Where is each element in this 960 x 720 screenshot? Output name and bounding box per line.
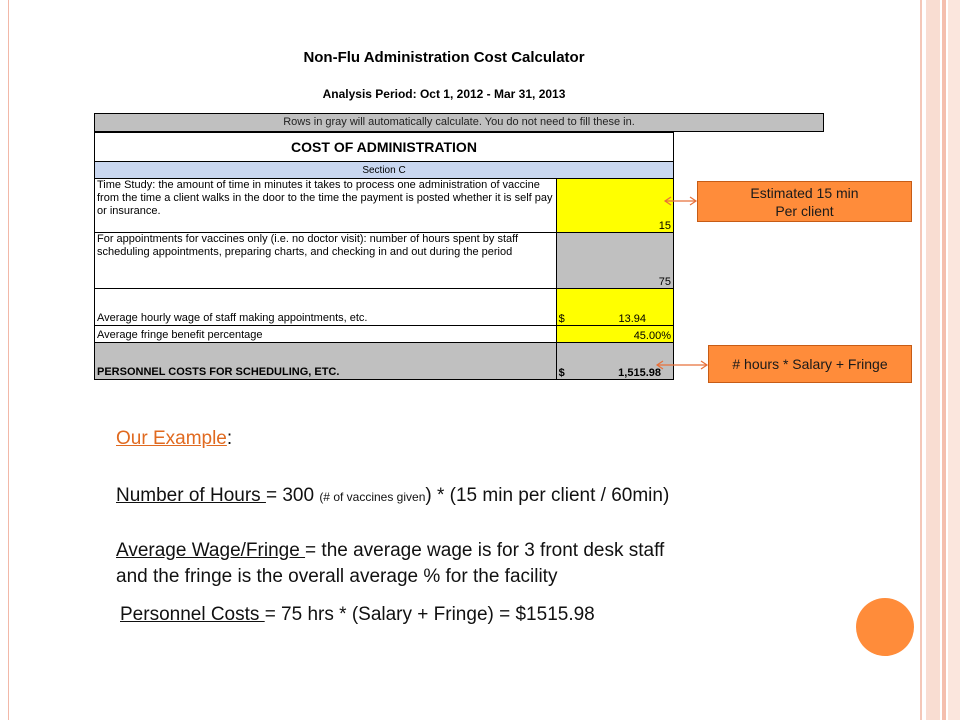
formula-callout: # hours * Salary + Fringe xyxy=(708,345,912,383)
calculator-title: Non-Flu Administration Cost Calculator xyxy=(303,49,585,66)
table-row-time-study xyxy=(95,179,674,233)
hourly-wage-label: Average hourly wage of staff making appointments, etc. xyxy=(95,289,557,326)
personnel-costs-amount: 1,515.98 xyxy=(618,367,661,379)
wage-line xyxy=(116,538,664,590)
hourly-wage-value[interactable] xyxy=(556,289,673,326)
gray-rows-note: Rows in gray will automatically calculate. You do not need to fill these in. xyxy=(94,113,824,132)
example-heading-text: Our Example xyxy=(116,428,227,449)
fringe-value[interactable]: 45.00% xyxy=(556,326,673,343)
example-heading-colon: : xyxy=(226,428,233,449)
personnel-label: Personnel Costs xyxy=(120,604,265,625)
time-study-value[interactable]: 15 xyxy=(556,179,673,233)
table-heading: COST OF ADMINISTRATION xyxy=(95,133,674,162)
personnel-costs-currency: $ xyxy=(558,367,565,379)
table-row-fringe xyxy=(95,326,674,343)
hours-label: Number of Hours xyxy=(116,485,266,506)
table-row-scheduling-hours xyxy=(95,233,674,289)
hourly-wage-currency: $ xyxy=(558,313,565,325)
personnel-line xyxy=(120,604,595,626)
hours-line xyxy=(116,485,669,507)
hours-eq: = 300 xyxy=(265,485,320,506)
cost-of-administration-table xyxy=(94,132,674,380)
hourly-wage-amount: 13.94 xyxy=(618,313,646,325)
example-heading xyxy=(116,428,232,450)
hours-note: (# of vaccines given xyxy=(319,490,426,504)
estimate-callout-line1: Estimated 15 min xyxy=(750,185,859,201)
personnel-costs-value xyxy=(556,343,673,380)
estimate-callout xyxy=(697,181,912,222)
scheduling-hours-value: 75 xyxy=(556,233,673,289)
analysis-period: Analysis Period: Oct 1, 2012 - Mar 31, 2013 xyxy=(322,87,566,101)
left-accent-rule xyxy=(8,0,9,720)
personnel-rest: = 75 hrs * (Salary + Fringe) = $1515.98 xyxy=(264,604,595,625)
table-row-hourly-wage xyxy=(95,289,674,326)
time-study-label: Time Study: the amount of time in minutes it takes to process one administration of vaccine from the time a client walks in the door to the time the payment is posted whether it is self pay or insurance. xyxy=(95,179,557,233)
wage-rest-2: and the fringe is the overall average % for the facility xyxy=(116,566,558,587)
scheduling-hours-label: For appointments for vaccines only (i.e. no doctor visit): number of hours spent by staff scheduling appointments, preparing charts, and checking in and out during the period xyxy=(95,233,557,289)
fringe-label: Average fringe benefit percentage xyxy=(95,326,557,343)
wage-rest-1: = the average wage is for 3 front desk staff xyxy=(305,540,665,561)
decorative-stripes xyxy=(912,0,960,720)
decorative-circle-icon xyxy=(856,598,914,656)
personnel-costs-label: PERSONNEL COSTS FOR SCHEDULING, ETC. xyxy=(95,343,557,380)
section-label: Section C xyxy=(95,162,674,179)
estimate-callout-line2: Per client xyxy=(775,203,834,219)
table-row-personnel-costs xyxy=(95,343,674,380)
hours-rest: ) * (15 min per client / 60min) xyxy=(425,485,670,506)
wage-label: Average Wage/Fringe xyxy=(116,540,306,561)
